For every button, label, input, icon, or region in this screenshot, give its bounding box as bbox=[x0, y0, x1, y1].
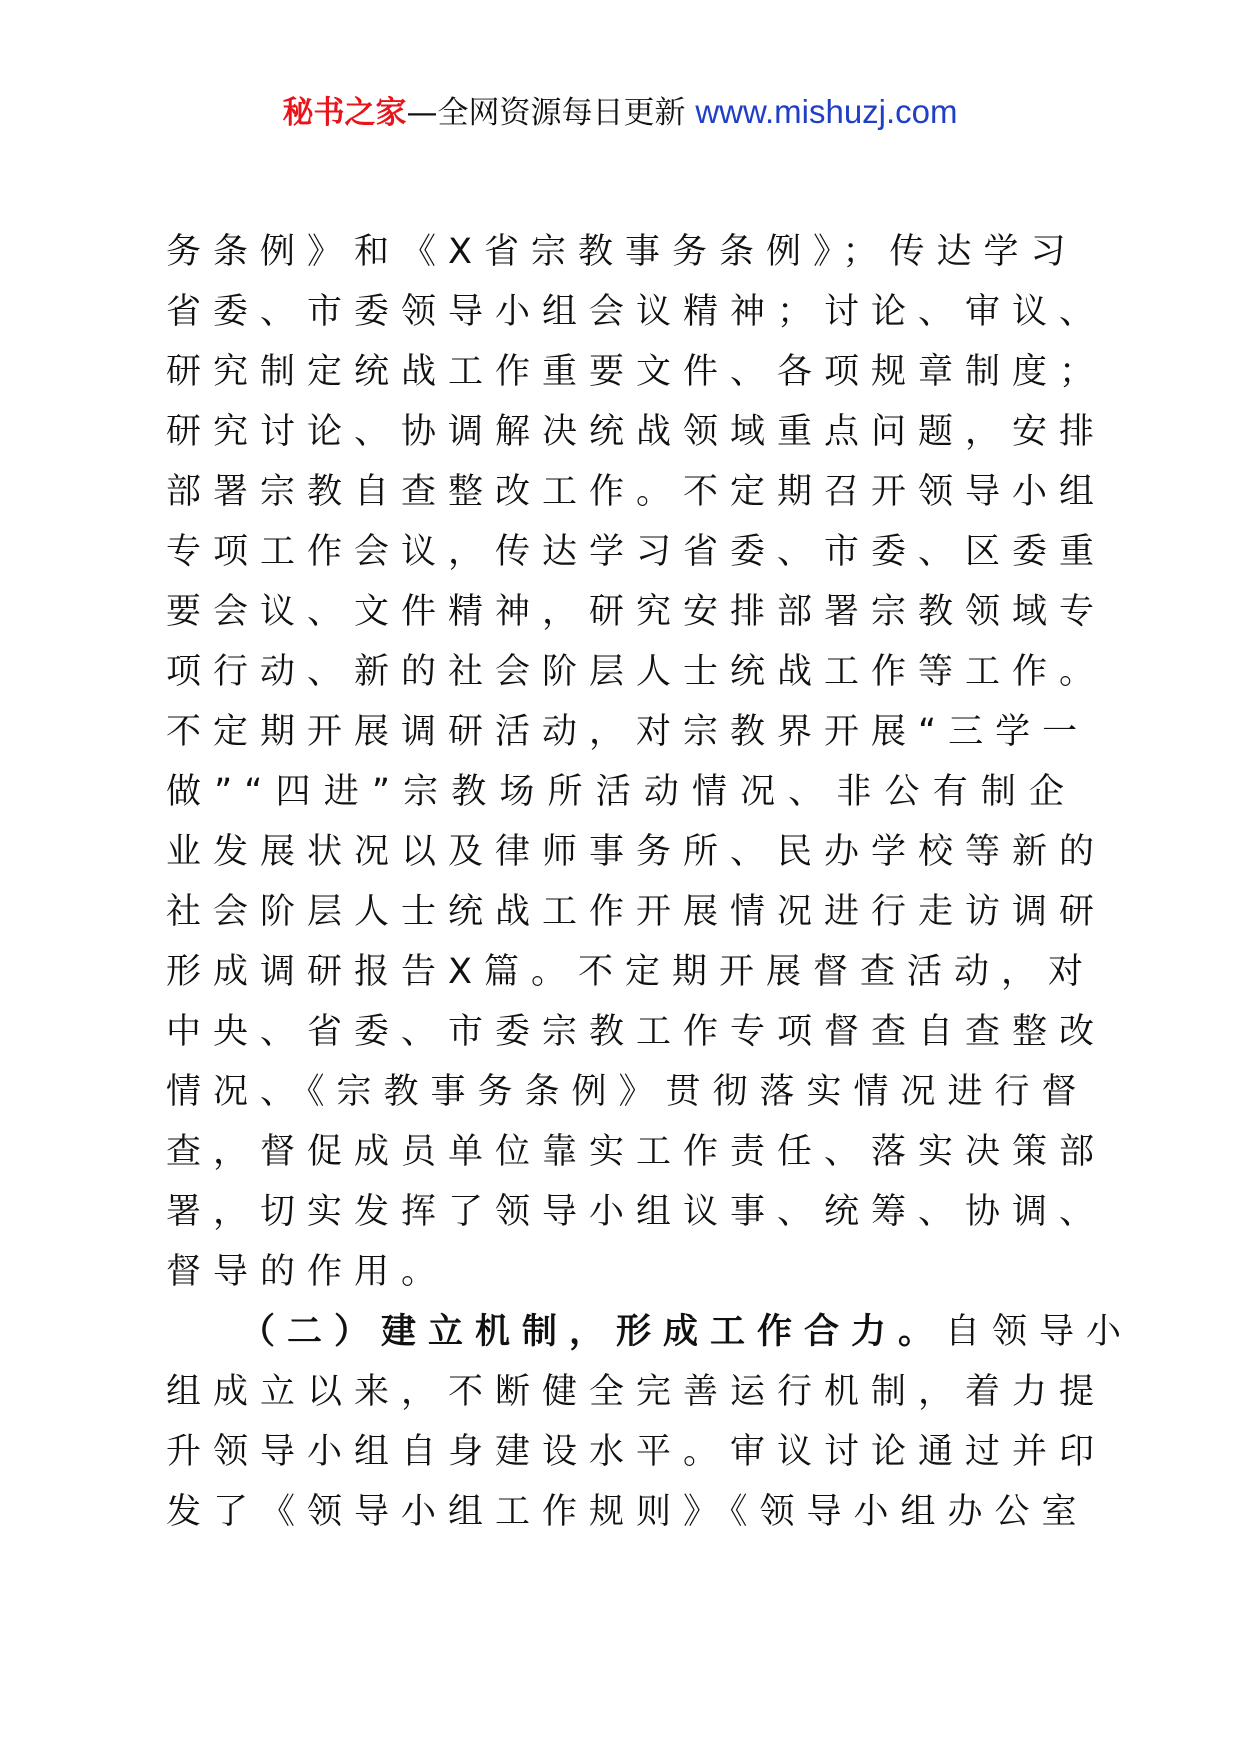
body-line: 中央、省委、市委宗教工作专项督查自查整改 bbox=[166, 1012, 1107, 1052]
body-line: 专项工作会议，传达学习省委、市委、区委重 bbox=[166, 532, 1107, 572]
body-line: 业发展状况以及律师事务所、民办学校等新的 bbox=[166, 832, 1107, 872]
body-line: 研究制定统战工作重要文件、各项规章制度； bbox=[166, 352, 1107, 392]
body-line: 督导的作用。 bbox=[166, 1252, 449, 1292]
body-line: 要会议、文件精神，研究安排部署宗教领域专 bbox=[166, 592, 1107, 632]
site-header bbox=[0, 92, 1240, 133]
section-heading-rest: 自领导小 bbox=[945, 1312, 1134, 1352]
header-tagline: —全网资源每日更新 bbox=[406, 95, 686, 131]
body-line: 形成调研报告X篇。不定期开展督查活动，对 bbox=[166, 952, 1095, 992]
body-line: 查，督促成员单位靠实工作责任、落实决策部 bbox=[166, 1132, 1107, 1172]
body-line: 署，切实发挥了领导小组议事、统筹、协调、 bbox=[166, 1192, 1107, 1232]
section-heading-line bbox=[166, 1302, 1134, 1362]
body-line: 省委、市委领导小组会议精神；讨论、审议、 bbox=[166, 292, 1107, 332]
body-line: 项行动、新的社会阶层人士统战工作等工作。 bbox=[166, 652, 1107, 692]
body-line: 研究讨论、协调解决统战领域重点问题，安排 bbox=[166, 412, 1107, 452]
section-heading: （二）建立机制，形成工作合力。 bbox=[240, 1312, 946, 1352]
body-line: 不定期开展调研活动，对宗教界开展“三学一 bbox=[166, 712, 1090, 752]
body-line: 务条例》和《X省宗教事务条例》；传达学习 bbox=[166, 232, 1078, 272]
section-line: 发了《领导小组工作规则》《领导小组办公室 bbox=[166, 1492, 1089, 1532]
section-line: 升领导小组自身建设水平。审议讨论通过并印 bbox=[166, 1432, 1107, 1472]
body-line: 部署宗教自查整改工作。不定期召开领导小组 bbox=[166, 472, 1107, 512]
body-line: 社会阶层人士统战工作开展情况进行走访调研 bbox=[166, 892, 1107, 932]
document-body bbox=[166, 222, 1134, 1542]
header-url-link[interactable]: www.mishuzj.com bbox=[695, 93, 958, 130]
header-brand: 秘书之家 bbox=[282, 95, 407, 131]
body-line: 做”“四进”宗教场所活动情况、非公有制企 bbox=[166, 772, 1076, 812]
body-line: 情况、《宗教事务条例》贯彻落实情况进行督 bbox=[166, 1072, 1089, 1112]
section-line: 组成立以来，不断健全完善运行机制，着力提 bbox=[166, 1372, 1107, 1412]
